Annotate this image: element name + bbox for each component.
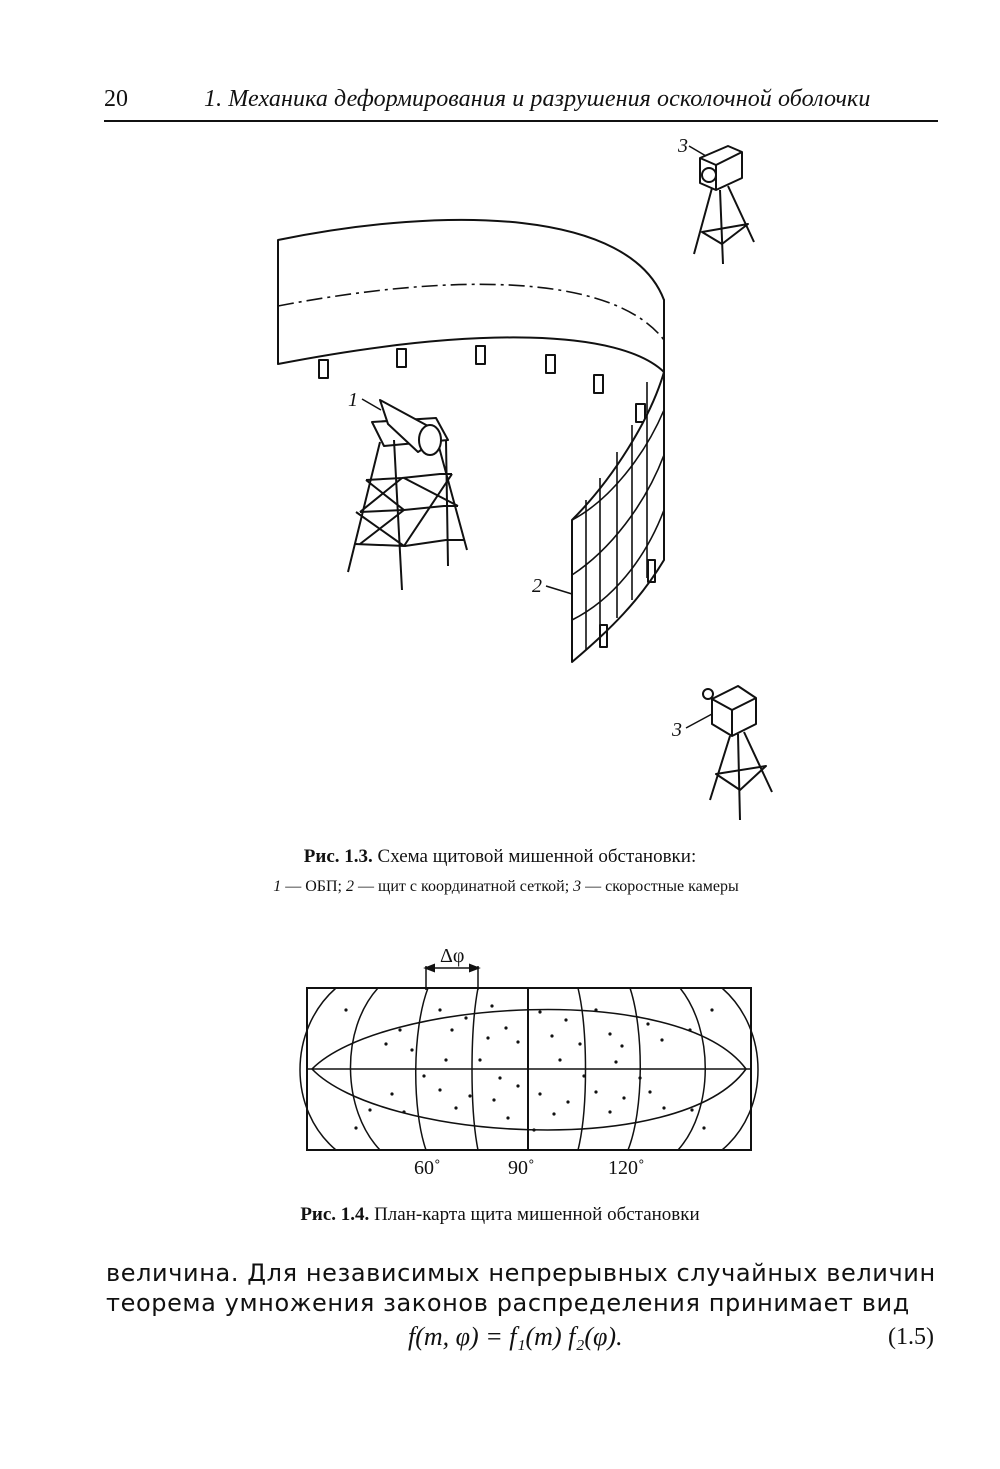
label-camera-bottom: 3 bbox=[672, 719, 682, 741]
legend-3-text: — скоростные камеры bbox=[585, 878, 739, 895]
figure-1-4-caption-text: План-карта щита мишенной обстановки bbox=[374, 1204, 700, 1225]
label-camera-top: 3 bbox=[678, 135, 688, 157]
figure-1-4-caption bbox=[200, 1204, 800, 1226]
legend-1-number: 1 bbox=[273, 878, 282, 895]
running-title: 1. Механика деформирования и разрушения осколочной оболочки bbox=[204, 86, 871, 112]
axis-label-90: 90˚ bbox=[508, 1157, 535, 1179]
legend-3-number: 3 bbox=[573, 878, 582, 895]
camera-top bbox=[694, 146, 754, 264]
label-obp: 1 bbox=[348, 389, 358, 411]
delta-phi-label: Δφ bbox=[440, 945, 465, 967]
figure-1-4-shield-map bbox=[0, 945, 1000, 1185]
formula-1-5: f(m, φ) = f₁(m) f₂(φ). bbox=[408, 1322, 623, 1351]
legend-1-text: — ОБП; bbox=[285, 878, 342, 895]
tower-obp bbox=[348, 400, 467, 590]
figure-1-3-caption-number: Рис. 1.3. bbox=[303, 846, 373, 867]
legend-2-text: — щит с координатной сеткой; bbox=[358, 878, 570, 895]
body-paragraph: величина. Для независимых непрерывных случайных величин теорема умножения законов распределения принимает вид bbox=[106, 1259, 936, 1317]
figure-1-4-caption-number: Рис. 1.4. bbox=[300, 1204, 370, 1225]
legend-2-number: 2 bbox=[346, 878, 354, 895]
axis-label-120: 120˚ bbox=[608, 1157, 645, 1179]
figure-1-3-caption-text: Схема щитовой мишенной обстановки: bbox=[377, 846, 697, 867]
equation-number: (1.5) bbox=[888, 1324, 934, 1350]
figure-1-3-target-setup bbox=[0, 125, 1000, 835]
page-number: 20 bbox=[104, 86, 128, 112]
header-rule bbox=[104, 120, 938, 122]
label-shield: 2 bbox=[532, 575, 542, 597]
figure-1-3-caption bbox=[200, 846, 800, 868]
axis-label-60: 60˚ bbox=[414, 1157, 441, 1179]
figure-1-3-legend bbox=[230, 876, 782, 898]
camera-bottom bbox=[703, 686, 772, 820]
screen-legs-back bbox=[319, 346, 645, 422]
